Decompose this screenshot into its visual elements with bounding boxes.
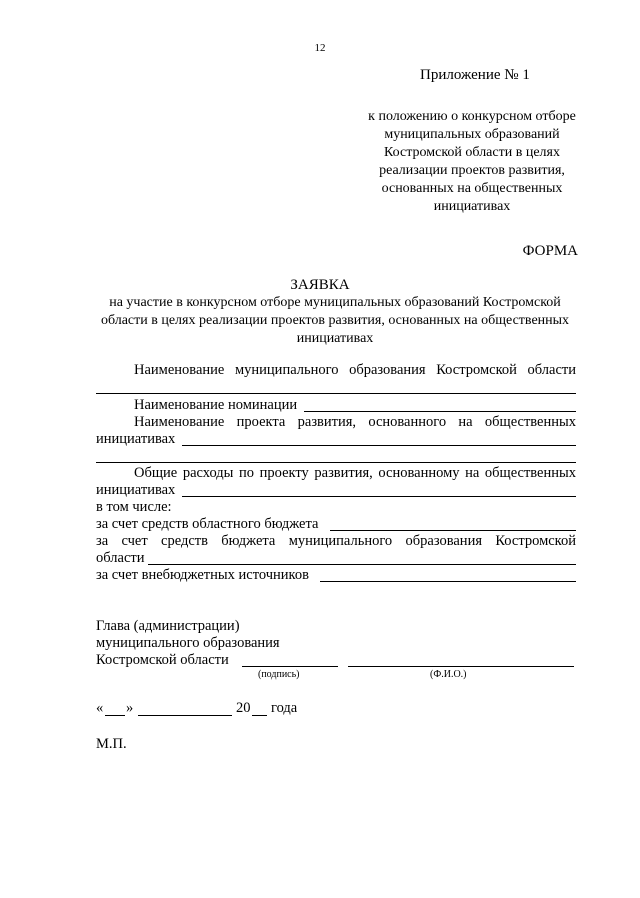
date-close-quote: » (126, 700, 134, 716)
date-year-field[interactable] (252, 715, 267, 716)
signature-field[interactable] (242, 666, 338, 667)
nomination-field[interactable] (304, 411, 576, 412)
regional-budget-field[interactable] (330, 530, 576, 531)
annex-title: Приложение № 1 (420, 67, 530, 83)
page-number: 12 (314, 42, 326, 54)
signature-line3: Костромской области (96, 652, 229, 668)
extrabudgetary-label: за счет внебюджетных источников (96, 567, 309, 583)
full-name-field[interactable] (348, 666, 574, 667)
date-month-field[interactable] (138, 715, 232, 716)
signature-line1: Глава (администрации) (96, 618, 240, 634)
nomination-label: Наименование номинации (134, 397, 298, 413)
form-label: ФОРМА (522, 243, 578, 259)
date-year-prefix: 20 (236, 700, 251, 716)
regional-budget-label: за счет средств областного бюджета (96, 516, 319, 532)
municipality-name-field[interactable] (96, 393, 576, 394)
total-costs-field[interactable] (182, 496, 576, 497)
municipal-budget-label-cont: области (96, 550, 145, 566)
seal-label: М.П. (96, 736, 127, 752)
application-title: ЗАЯВКА (290, 277, 350, 293)
full-name-caption: (Ф.И.О.) (430, 669, 467, 680)
annex-description: к положению о конкурсном отборе муниципальных образований Костромской области в целях реализации проектов развития, основанных на общественных инициативах (368, 109, 576, 214)
project-name-label: Наименование проекта развития, основанного на общественных (134, 414, 576, 430)
municipal-budget-field[interactable] (148, 564, 576, 565)
project-name-field[interactable] (182, 445, 576, 446)
application-subtitle: на участие в конкурсном отборе муниципальных образований Костромской области в целях реализации проектов развития, основанных на общественных инициативах (100, 295, 570, 346)
date-open-quote: « (96, 700, 104, 716)
including-label: в том числе: (96, 499, 172, 515)
project-name-field-extra[interactable] (96, 462, 576, 463)
total-costs-label-cont: инициативах (96, 482, 176, 498)
signature-caption: (подпись) (258, 669, 300, 680)
total-costs-label: Общие расходы по проекту развития, основанному на общественных (134, 465, 576, 481)
date-year-suffix: года (271, 700, 298, 716)
municipality-name-label: Наименование муниципального образования Костромской области (134, 362, 576, 378)
extrabudgetary-field[interactable] (320, 581, 576, 582)
project-name-label-cont: инициативах (96, 431, 176, 447)
signature-line2: муниципального образования (96, 635, 280, 651)
date-day-field[interactable] (105, 715, 125, 716)
municipal-budget-label: за счет средств бюджета муниципального образования Костромской (96, 533, 576, 549)
